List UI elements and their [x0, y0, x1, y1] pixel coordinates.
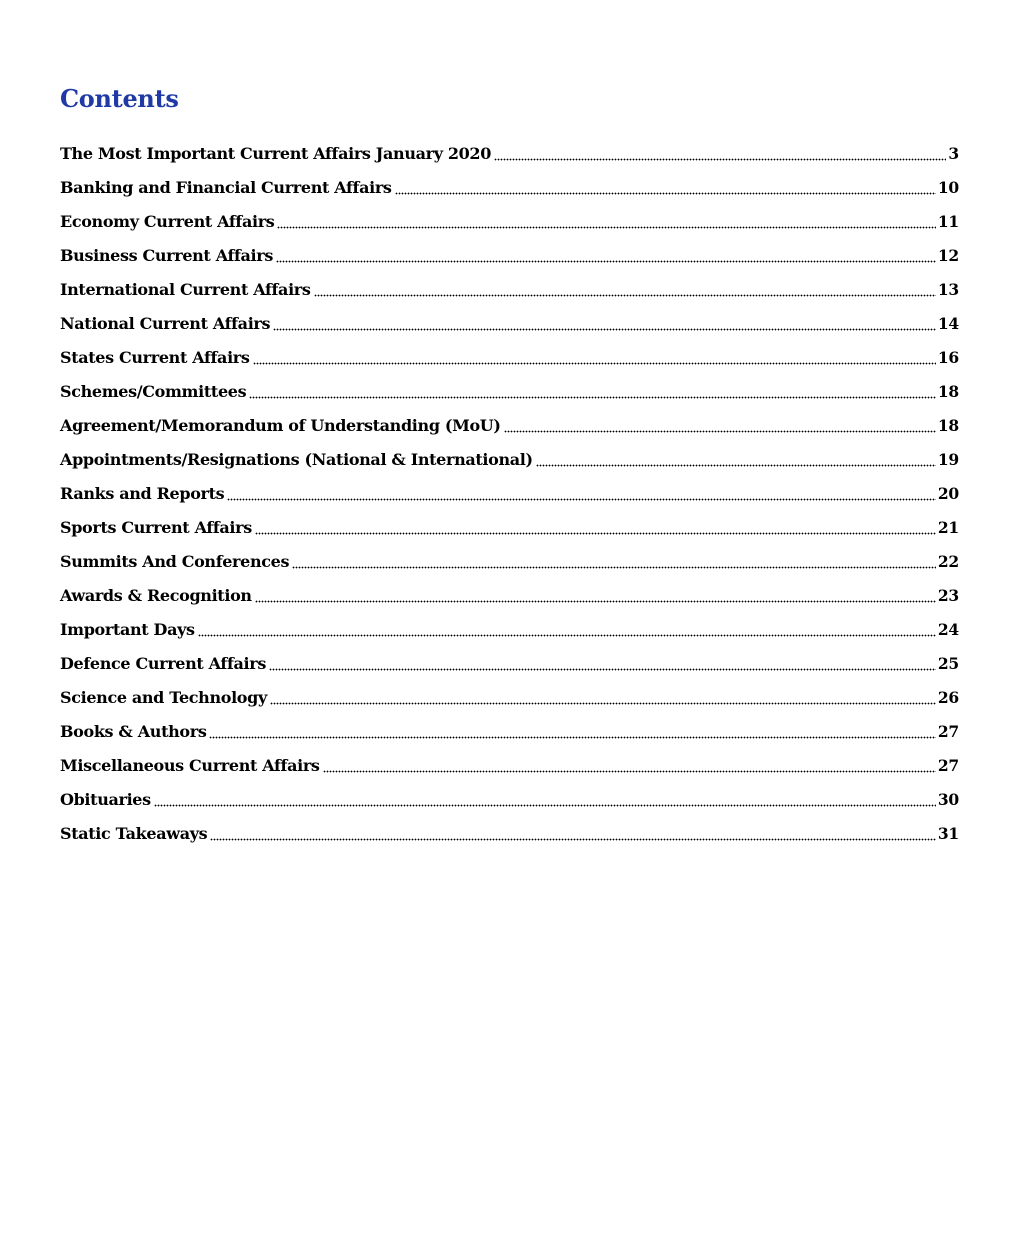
dot-leader: [277, 218, 935, 230]
dot-leader: [253, 354, 936, 366]
toc-entry-title: Banking and Financial Current Affairs: [60, 178, 392, 197]
toc-entry-page-number: 25: [937, 654, 959, 673]
toc-entry-title: Important Days: [60, 620, 195, 639]
dot-leader: [504, 422, 936, 434]
toc-entry[interactable]: [60, 207, 959, 241]
toc-entry-title: Agreement/Memorandum of Understanding (MoU): [60, 416, 501, 435]
toc-entry-page-number: 27: [937, 722, 959, 741]
dot-leader: [255, 592, 936, 604]
dot-leader: [536, 456, 936, 468]
toc-entry-title: Obituaries: [60, 790, 151, 809]
toc-entry-title: International Current Affairs: [60, 280, 311, 299]
dot-leader: [270, 694, 936, 706]
dot-leader: [323, 762, 936, 774]
toc-entry[interactable]: [60, 275, 959, 309]
toc-entry[interactable]: [60, 581, 959, 615]
toc-entry-page-number: 14: [937, 314, 959, 333]
toc-entry-title: National Current Affairs: [60, 314, 271, 333]
toc-entry[interactable]: [60, 751, 959, 785]
toc-entry[interactable]: [60, 445, 959, 479]
dot-leader: [227, 490, 936, 502]
toc-entry-page-number: 30: [937, 790, 959, 809]
dot-leader: [255, 524, 936, 536]
toc-entry-title: Miscellaneous Current Affairs: [60, 756, 320, 775]
toc-entry[interactable]: [60, 343, 959, 377]
toc-entry-title: Static Takeaways: [60, 824, 208, 843]
toc-entry-title: Science and Technology: [60, 688, 267, 707]
toc-entry-page-number: 27: [937, 756, 959, 775]
toc-entry-page-number: 24: [937, 620, 959, 639]
toc-entry-page-number: 23: [937, 586, 959, 605]
toc-entry-page-number: 31: [937, 824, 959, 843]
toc-entry-title: States Current Affairs: [60, 348, 250, 367]
toc-entry[interactable]: [60, 649, 959, 683]
toc-entry-page-number: 22: [937, 552, 959, 571]
toc-entry-title: Books & Authors: [60, 722, 207, 741]
toc-entry[interactable]: [60, 377, 959, 411]
toc-entry[interactable]: [60, 513, 959, 547]
toc-entry[interactable]: [60, 173, 959, 207]
dot-leader: [276, 252, 936, 264]
toc-entry-title: Defence Current Affairs: [60, 654, 266, 673]
toc-entry[interactable]: [60, 547, 959, 581]
toc-entry-title: Sports Current Affairs: [60, 518, 252, 537]
toc-entry-title: Appointments/Resignations (National & International): [60, 450, 533, 469]
toc-entry[interactable]: [60, 479, 959, 513]
toc-entry[interactable]: [60, 785, 959, 819]
toc-entry[interactable]: [60, 819, 959, 853]
dot-leader: [292, 558, 936, 570]
toc-entry-page-number: 18: [937, 416, 959, 435]
toc-entry-page-number: 19: [937, 450, 959, 469]
dot-leader: [269, 660, 936, 672]
toc-entry[interactable]: [60, 717, 959, 751]
table-of-contents: [60, 139, 959, 853]
toc-entry-title: The Most Important Current Affairs January 2020: [60, 144, 491, 163]
toc-entry-page-number: 18: [937, 382, 959, 401]
toc-entry-page-number: 12: [937, 246, 959, 265]
dot-leader: [198, 626, 936, 638]
toc-entry-page-number: 26: [937, 688, 959, 707]
dot-leader: [154, 796, 936, 808]
dot-leader: [494, 150, 946, 162]
toc-entry[interactable]: [60, 411, 959, 445]
toc-entry-page-number: 11: [937, 212, 959, 231]
toc-entry-page-number: 20: [937, 484, 959, 503]
toc-entry-page-number: 10: [937, 178, 959, 197]
toc-entry-title: Schemes/Committees: [60, 382, 247, 401]
toc-entry[interactable]: [60, 241, 959, 275]
toc-entry[interactable]: [60, 615, 959, 649]
toc-heading: Contents: [60, 84, 179, 113]
toc-entry-title: Summits And Conferences: [60, 552, 290, 571]
dot-leader: [314, 286, 936, 298]
dot-leader: [395, 184, 936, 196]
toc-entry-page-number: 13: [937, 280, 959, 299]
dot-leader: [273, 320, 936, 332]
toc-entry-title: Ranks and Reports: [60, 484, 225, 503]
toc-entry[interactable]: [60, 309, 959, 343]
toc-entry-page-number: 21: [937, 518, 959, 537]
toc-entry[interactable]: [60, 683, 959, 717]
toc-entry-page-number: 16: [937, 348, 959, 367]
dot-leader: [210, 830, 936, 842]
dot-leader: [249, 388, 936, 400]
toc-entry-title: Awards & Recognition: [60, 586, 252, 605]
toc-entry-page-number: 3: [948, 144, 959, 163]
dot-leader: [209, 728, 935, 740]
toc-entry-title: Business Current Affairs: [60, 246, 274, 265]
toc-entry[interactable]: [60, 139, 959, 173]
toc-entry-title: Economy Current Affairs: [60, 212, 275, 231]
